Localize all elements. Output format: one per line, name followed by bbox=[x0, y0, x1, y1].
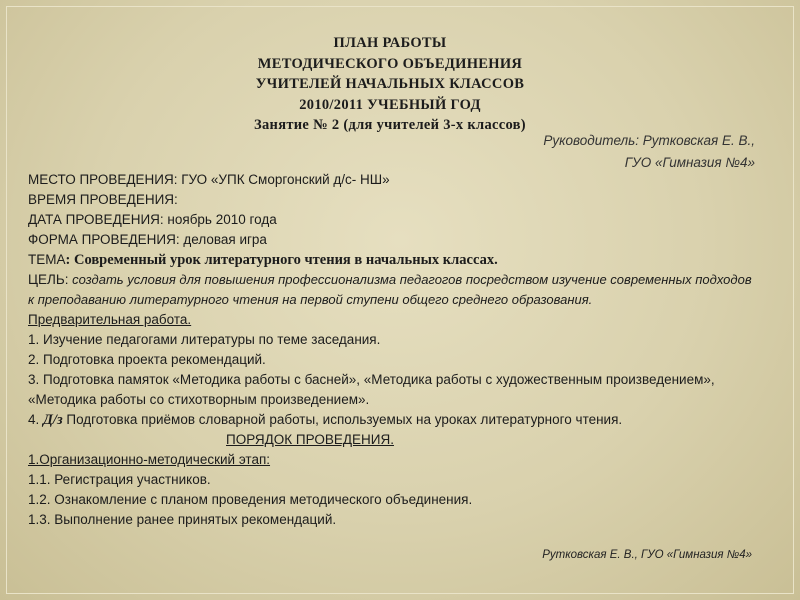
document-body bbox=[28, 170, 758, 530]
prelim-item-1: 1. Изучение педагогами литературы по теме заседания. bbox=[28, 332, 381, 347]
topic-line bbox=[28, 250, 758, 270]
place-line: МЕСТО ПРОВЕДЕНИЯ: ГУО «УПК Сморгонский д/с- НШ» bbox=[28, 172, 390, 187]
page-title bbox=[190, 33, 590, 136]
leader-line-2: ГУО «Гимназия №4» bbox=[624, 155, 755, 170]
leader-line-1: Руководитель: Рутковская Е. В., bbox=[543, 133, 755, 148]
prelim-heading: Предварительная работа. bbox=[28, 312, 192, 327]
topic-label: ТЕМА bbox=[28, 252, 66, 267]
prelim-item-4-bold: Д/з bbox=[43, 412, 63, 428]
goal-paragraph bbox=[28, 270, 758, 310]
footer-credit: Рутковская Е. В., ГУО «Гимназия №4» bbox=[542, 549, 752, 561]
procedure-heading-row bbox=[28, 430, 758, 450]
topic-colon: : bbox=[65, 252, 71, 268]
date-line: ДАТА ПРОВЕДЕНИЯ: ноябрь 2010 года bbox=[28, 212, 277, 227]
title-line-3: УЧИТЕЛЕЙ НАЧАЛЬНЫХ КЛАССОВ bbox=[255, 76, 525, 92]
goal-label: ЦЕЛЬ: bbox=[28, 272, 69, 287]
time-line: ВРЕМЯ ПРОВЕДЕНИЯ: bbox=[28, 192, 178, 207]
prelim-item-2: 2. Подготовка проекта рекомендаций. bbox=[28, 352, 266, 367]
prelim-item-3: 3. Подготовка памяток «Методика работы с басней», «Методика работы с художественным произведением», «Методика работы со стихотворным произведением». bbox=[28, 372, 715, 407]
procedure-stage-1: 1.Организационно-методический этап: bbox=[28, 452, 271, 467]
procedure-item-1-3: 1.3. Выполнение ранее принятых рекомендаций. bbox=[28, 512, 337, 527]
topic-text: Современный урок литературного чтения в начальных классах. bbox=[70, 252, 498, 268]
leader-block bbox=[543, 130, 755, 174]
prelim-item-4 bbox=[28, 410, 758, 430]
procedure-item-1-2: 1.2. Ознакомление с планом проведения методического объединения. bbox=[28, 492, 473, 507]
form-line: ФОРМА ПРОВЕДЕНИЯ: деловая игра bbox=[28, 232, 267, 247]
title-line-1: ПЛАН РАБОТЫ bbox=[333, 35, 447, 51]
prelim-item-4-text: Подготовка приёмов словарной работы, используемых на уроках литературного чтения. bbox=[62, 412, 623, 427]
title-line-4: 2010/2011 УЧЕБНЫЙ ГОД bbox=[299, 96, 481, 113]
title-line-2: МЕТОДИЧЕСКОГО ОБЪЕДИНЕНИЯ bbox=[257, 55, 523, 72]
title-line-5: Занятие № 2 (для учителей 3-х классов) bbox=[254, 117, 526, 133]
goal-text: создать условия для повышения профессионализма педагогов посредством изучение современных подходов к преподаванию литературного чтения на первой ступени общего среднего образования. bbox=[28, 272, 752, 307]
prelim-item-4-num: 4. bbox=[28, 412, 44, 427]
procedure-heading: ПОРЯДОК ПРОВЕДЕНИЯ. bbox=[226, 432, 394, 447]
procedure-item-1-1: 1.1. Регистрация участников. bbox=[28, 472, 211, 487]
